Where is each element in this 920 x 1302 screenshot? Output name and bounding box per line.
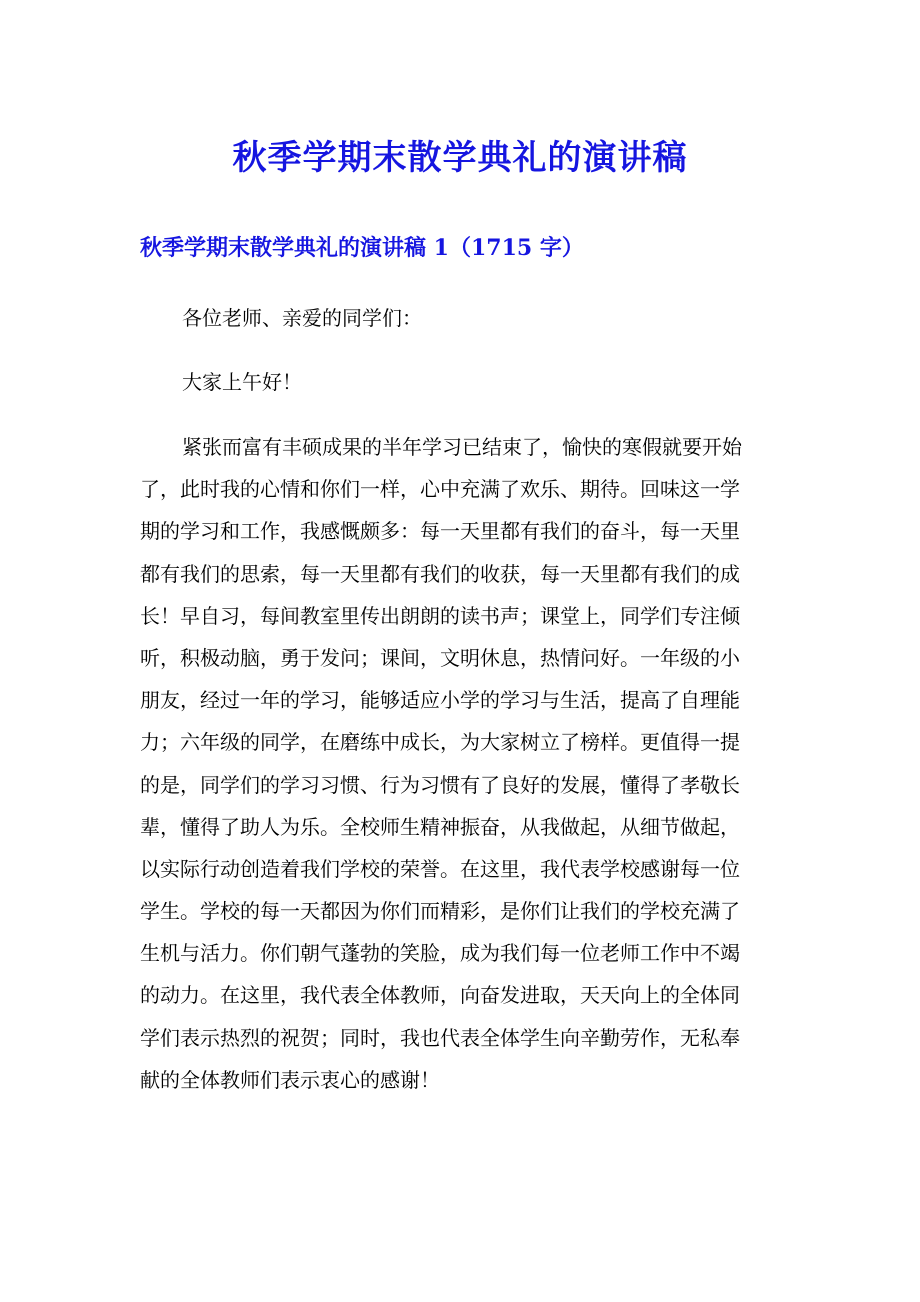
body-line: 力；六年级的同学，在磨练中成长，为大家树立了榜样。更值得一提 [140,730,740,755]
body-line: 期的学习和工作，我感慨颇多：每一天里都有我们的奋斗，每一天里 [140,519,740,544]
body-line: 了，此时我的心情和你们一样，心中充满了欢乐、期待。回味这一学 [140,477,740,502]
greeting: 大家上午好！ [182,370,302,394]
body-line: 的动力。在这里，我代表全体教师，向奋发进取，天天向上的全体同 [140,983,740,1008]
body-line: 听，积极动脑，勇于发问；课间，文明休息，热情问好。一年级的小 [140,645,740,670]
body-line: 以实际行动创造着我们学校的荣誉。在这里，我代表学校感谢每一位 [140,856,740,881]
speech-body-paragraph [140,426,800,1101]
body-line: 献的全体教师们表示衷心的感谢！ [140,1067,440,1092]
body-line: 长！早自习，每间教室里传出朗朗的读书声；课堂上，同学们专注倾 [140,603,740,628]
body-line: 学生。学校的每一天都因为你们而精彩，是你们让我们的学校充满了 [140,899,740,924]
body-line: 都有我们的思索，每一天里都有我们的收获，每一天里都有我们的成 [140,561,740,586]
body-line: 朋友，经过一年的学习，能够适应小学的学习与生活，提高了自理能 [140,688,740,713]
body-line: 辈，懂得了助人为乐。全校师生精神振奋，从我做起，从细节做起， [140,814,740,839]
document-title: 秋季学期末散学典礼的演讲稿 [232,138,688,178]
salutation: 各位老师、亲爱的同学们： [182,306,422,330]
body-line: 生机与活力。你们朝气蓬勃的笑脸，成为我们每一位老师工作中不竭 [140,941,740,966]
body-line: 紧张而富有丰硕成果的半年学习已结束了，愉快的寒假就要开始 [182,435,742,459]
body-line: 的是，同学们的学习习惯、行为习惯有了良好的发展，懂得了孝敬长 [140,772,740,797]
section-title: 秋季学期末散学典礼的演讲稿 1（1715 字） [140,235,584,261]
body-line: 学们表示热烈的祝贺；同时，我也代表全体学生向辛勤劳作，无私奉 [140,1025,740,1050]
